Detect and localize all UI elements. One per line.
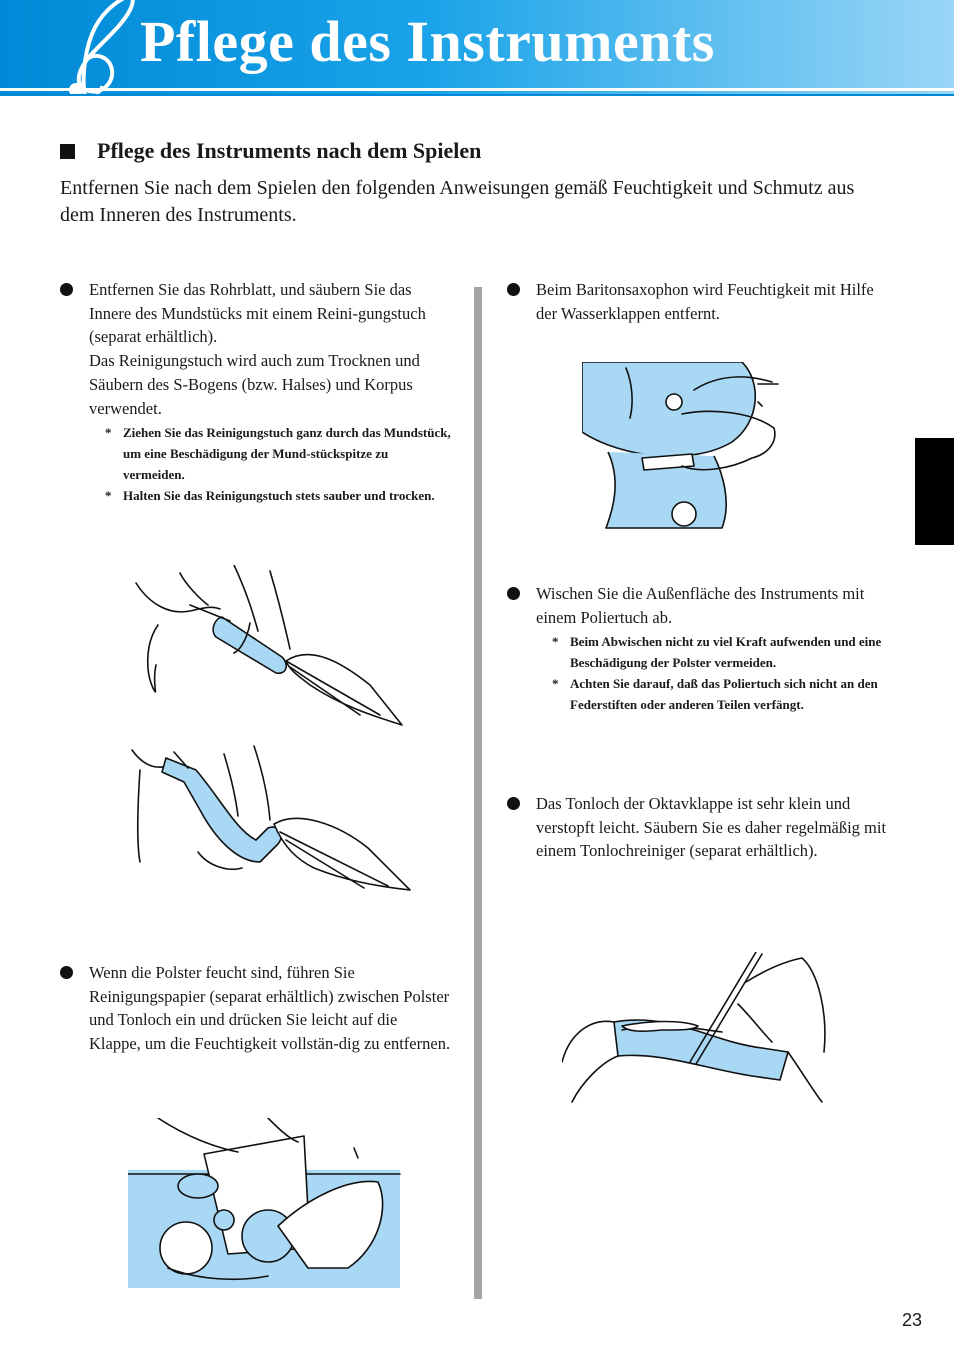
note-item: * Beim Abwischen nicht zu viel Kraft aufwenden und eine Beschädigung der Polster vermeiden.	[552, 634, 882, 671]
note-item: * Halten Sie das Reinigungstuch stets sauber und trocken.	[105, 488, 435, 504]
bullet-text: Entfernen Sie das Rohrblatt, und säubern Sie das Innere des Mundstücks mit einem Reini-gungstuch (separat erhältlich).	[89, 280, 426, 347]
left-bullet-mouthpiece	[60, 278, 452, 506]
bullet-text: Das Reinigungstuch wird auch zum Trocknen und Säubern des S-Bogens (bzw. Halses) und Korpus verwendet.	[89, 351, 420, 418]
note-item: * Ziehen Sie das Reinigungstuch ganz durch das Mundstück, um eine Beschädigung der Mund-stückspitze zu vermeiden.	[105, 425, 451, 483]
right-bullet-baritone	[507, 278, 897, 325]
mouthpiece-cleaning-illustration	[130, 565, 410, 730]
header-underline	[0, 94, 954, 96]
round-bullet-icon	[60, 283, 73, 296]
chapter-tab	[915, 438, 954, 545]
neck-cleaning-illustration	[132, 746, 410, 890]
section-heading	[60, 138, 481, 164]
bullet-text: Beim Baritonsaxophon wird Feuchtigkeit mit Hilfe der Wasserklappen entfernt.	[536, 280, 874, 323]
right-bullet-octave	[507, 792, 897, 863]
octave-hole-illustration	[562, 952, 834, 1124]
round-bullet-icon	[507, 283, 520, 296]
water-key-illustration	[582, 362, 802, 530]
bullet-text: Das Tonloch der Oktavklappe ist sehr klein und verstopft leicht. Säubern Sie es daher regelmäßig mit einem Tonlochreiniger (separat erhältlich).	[536, 794, 887, 861]
header-rule	[0, 88, 954, 91]
right-bullet-polish	[507, 582, 897, 715]
bullet-text: Wenn die Polster feucht sind, führen Sie Reinigungspapier (separat erhältlich) zwischen Polster und Tonloch ein und drücken Sie leicht auf die Klappe, um die Feuchtigkeit vollstän-dig zu entfernen.	[89, 963, 451, 1054]
pad-paper-illustration	[128, 1118, 402, 1288]
note-list	[105, 422, 452, 506]
intro-paragraph: Entfernen Sie nach dem Spielen den folgenden Anweisungen gemäß Feuchtigkeit und Schmutz aus dem Inneren des Instruments.	[60, 177, 855, 226]
round-bullet-icon	[60, 966, 73, 979]
square-bullet-icon	[60, 144, 75, 159]
page-title: Pflege des Instruments	[140, 9, 715, 74]
round-bullet-icon	[507, 797, 520, 810]
section-title: Pflege des Instruments nach dem Spielen	[97, 138, 482, 163]
note-list	[552, 631, 897, 715]
page-number: 23	[902, 1310, 923, 1330]
column-divider	[474, 287, 482, 1299]
round-bullet-icon	[507, 587, 520, 600]
bullet-text: Wischen Sie die Außenfläche des Instruments mit einem Poliertuch ab.	[536, 584, 865, 627]
left-bullet-pads	[60, 961, 452, 1056]
page-header	[0, 0, 954, 96]
note-item: * Achten Sie darauf, daß das Poliertuch sich nicht an den Federstiften oder anderen Teilen verfängt.	[552, 676, 878, 713]
